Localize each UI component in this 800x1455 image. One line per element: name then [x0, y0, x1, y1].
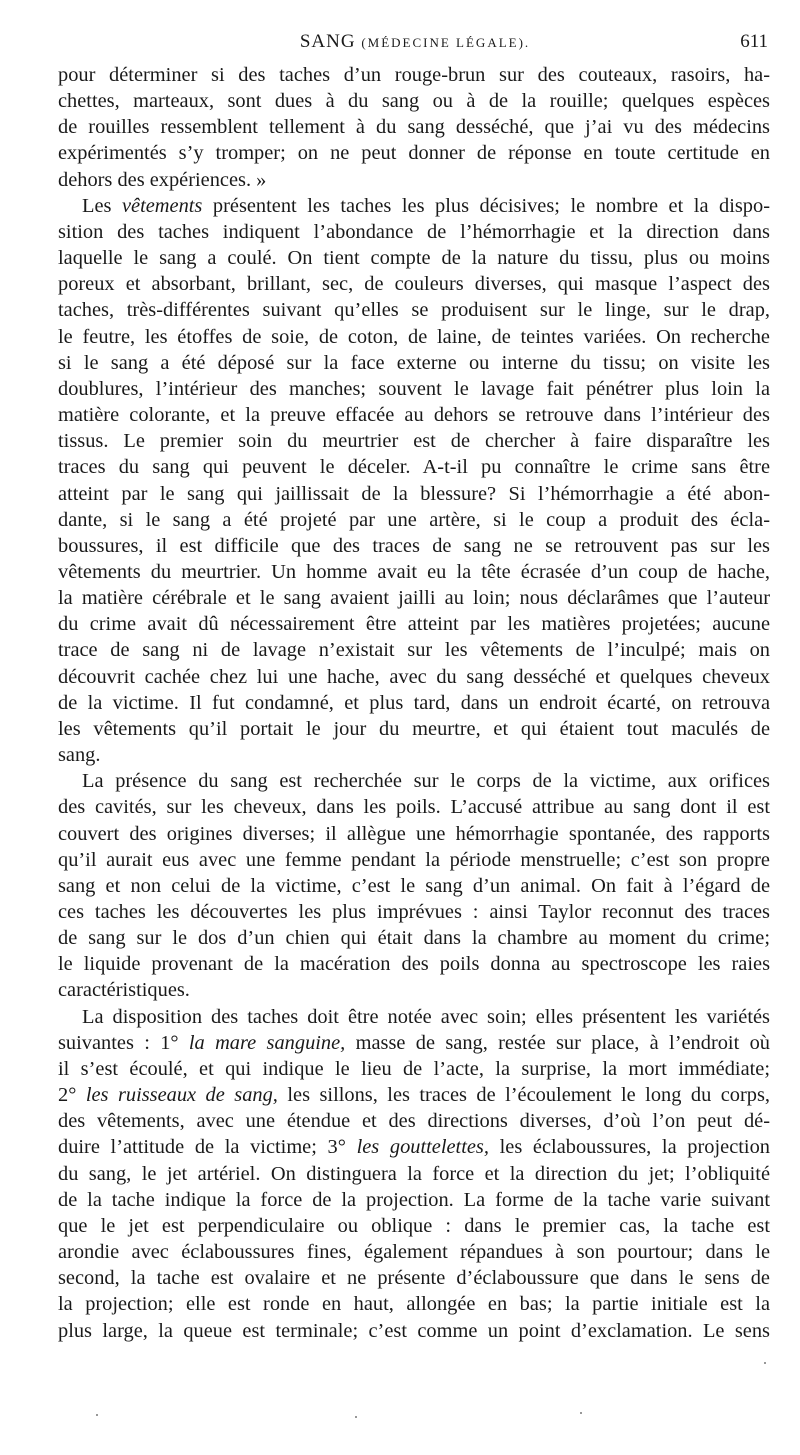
text-line: chettes, marteaux, sont dues à du sang ou à de la rouille; quelques espèces	[58, 90, 770, 113]
paragraph-start-line: La présence du sang est recherchée sur le corps de la victime, aux orifices	[82, 770, 770, 793]
text-line: tissus. Le premier soin du meurtrier est de chercher à faire disparaître les	[58, 430, 770, 453]
paragraph-start-line: La disposition des taches doit être notée avec soin; elles présentent les variétés	[82, 1005, 770, 1028]
italic-term: vêtements	[121, 194, 203, 217]
text-line: de rouilles ressemblent tellement à du sang desséché, que j’ai vu des médecins	[58, 116, 770, 139]
text-line: sang.	[58, 744, 101, 767]
text-line: de la tache indique la force de la projection. La forme de la tache varie suivant	[58, 1188, 770, 1211]
text-line: traces du sang qui peuvent le déceler. A-t-il pu connaître le crime sans être	[58, 456, 770, 479]
text-run: masse de sang, restée sur place, à l’endroit où	[355, 1031, 770, 1054]
text-line: il s’est écoulé, et qui indique le lieu de l’acte, la surprise, la mort immédiate;	[58, 1057, 770, 1080]
text-line: le liquide provenant de la macération des poils donna au spectroscope les raies	[58, 953, 770, 976]
text-line: sition des taches indiquent l’abondance de l’hémorrhagie et la direction dans	[58, 220, 770, 243]
text-line: caractéristiques.	[58, 979, 190, 1002]
scan-speck	[96, 1414, 98, 1416]
scan-speck	[764, 1362, 766, 1364]
text-run: présentent les taches les plus décisives; le nombre et la dispo-	[212, 194, 770, 217]
text-line	[58, 1030, 770, 1056]
scan-speck	[355, 1416, 357, 1418]
paragraph-start-line	[58, 193, 770, 219]
text-line: laquelle le sang a coulé. On tient compte de la nature du tissu, plus ou moins	[58, 247, 770, 270]
body-text	[58, 62, 770, 1344]
text-line: atteint par le sang qui jaillissait de la blessure? Si l’hémorrhagie a été abon-	[58, 482, 770, 505]
text-line: des cavités, sur les cheveux, dans les poils. L’accusé attribue au sang dont il est	[58, 796, 770, 819]
text-line	[58, 1134, 770, 1160]
text-run: les éclaboussures, la projection	[499, 1136, 770, 1159]
scan-specks	[0, 1410, 800, 1430]
scan-speck	[580, 1412, 582, 1414]
text-line: arondie avec éclaboussures fines, également répandues à son pourtour; dans le	[58, 1241, 770, 1264]
text-line: sang et non celui de la victime, c’est le sang d’un animal. On fait à l’égard de	[58, 874, 770, 897]
text-line: poreux et absorbant, brillant, sec, de couleurs diverses, qui masque l’aspect des	[58, 273, 770, 296]
running-head	[62, 30, 768, 54]
italic-term: les ruisseaux de sang,	[85, 1084, 278, 1107]
text-line: des vêtements, avec une étendue et des directions diverses, d’où l’on peut dé-	[58, 1110, 770, 1133]
text-line: trace de sang ni de lavage n’existait sur les vêtements de l’inculpé; mais on	[58, 639, 770, 662]
page-number: 611	[740, 31, 768, 52]
text-line	[58, 1082, 770, 1108]
text-line: plus large, la queue est terminale; c’est comme un point d’exclamation. Le sens	[58, 1319, 770, 1342]
text-line: second, la tache est ovalaire et ne présente d’éclaboussure que dans le sens de	[58, 1267, 770, 1290]
text-line: ces taches les découvertes les plus imprévues : ainsi Taylor reconnut des traces	[58, 901, 770, 923]
text-line: qu’il aurait eus avec une femme pendant la période menstruelle; c’est son propre	[58, 848, 770, 871]
text-run: duire l’attitude de la victime; 3°	[58, 1136, 346, 1159]
running-title	[62, 30, 768, 55]
text-line: la matière cérébrale et le sang avaient jailli au loin; nous déclarâmes que l’auteur	[58, 587, 770, 610]
text-run: Les	[82, 194, 112, 217]
text-line: que le jet est perpendiculaire ou oblique : dans le premier cas, la tache est	[58, 1214, 770, 1237]
text-run: suivantes : 1°	[58, 1031, 179, 1054]
italic-term: les gouttelettes,	[356, 1136, 489, 1159]
text-line: taches, très-différentes suivant qu’elles se produisent sur le linge, sur le drap,	[58, 299, 770, 322]
text-line: dehors des expériences. »	[58, 168, 267, 191]
text-line: le feutre, les étoffes de soie, de coton, de laine, de teintes variées. On recherche	[58, 325, 770, 348]
running-title-main: SANG	[299, 31, 356, 52]
text-line: découvrit cachée chez lui une hache, avec du sang desséché et quelques cheveux	[58, 665, 770, 688]
text-run: 2°	[58, 1084, 77, 1107]
text-line: la projection; elle est ronde en haut, allongée en bas; la partie initiale est la	[58, 1293, 770, 1316]
text-line: vêtements du meurtrier. Un homme avait eu la tête écrasée d’un coup de hache,	[58, 560, 770, 583]
text-line: du crime avait dû nécessairement être atteint par les matières projetées; aucune	[58, 613, 770, 636]
text-line: pour déterminer si des taches d’un rouge-brun sur des couteaux, rasoirs, ha-	[58, 64, 770, 86]
running-title-sub: (MÉDECINE LÉGALE).	[361, 35, 531, 50]
text-line: couvert des origines diverses; il allègue une hémorrhagie spontanée, des rapports	[58, 822, 770, 845]
text-run: les sillons, les traces de l’écoulement le long du corps,	[287, 1084, 770, 1107]
text-line: du sang, le jet artériel. On distinguera la force et la direction du jet; l’obliquité	[58, 1162, 770, 1185]
text-line: boussures, il est difficile que des traces de sang ne se retrouvent pas sur les	[58, 534, 770, 557]
text-line: de sang sur le dos d’un chien qui était dans la chambre au moment du crime;	[58, 927, 770, 950]
text-line: doublures, l’intérieur des manches; souvent le lavage fait pénétrer plus loin la	[58, 377, 770, 400]
text-line: si le sang a été déposé sur la face externe ou interne du tissu; on visite les	[58, 351, 770, 374]
text-line: dante, si le sang a été projeté par une artère, si le coup a produit des écla-	[58, 508, 770, 531]
text-line: les vêtements qu’il portait le jour du meurtre, et qui étaient tout maculés de	[58, 717, 770, 740]
text-line: de la victime. Il fut condamné, et plus tard, dans un endroit écarté, on retrouva	[58, 691, 770, 714]
text-line: matière colorante, et la preuve effacée au dehors se retrouve dans l’intérieur des	[58, 404, 770, 427]
italic-term: la mare sanguine,	[188, 1031, 346, 1054]
text-line: expérimentés s’y tromper; on ne peut donner de réponse en toute certitude en	[58, 142, 770, 165]
